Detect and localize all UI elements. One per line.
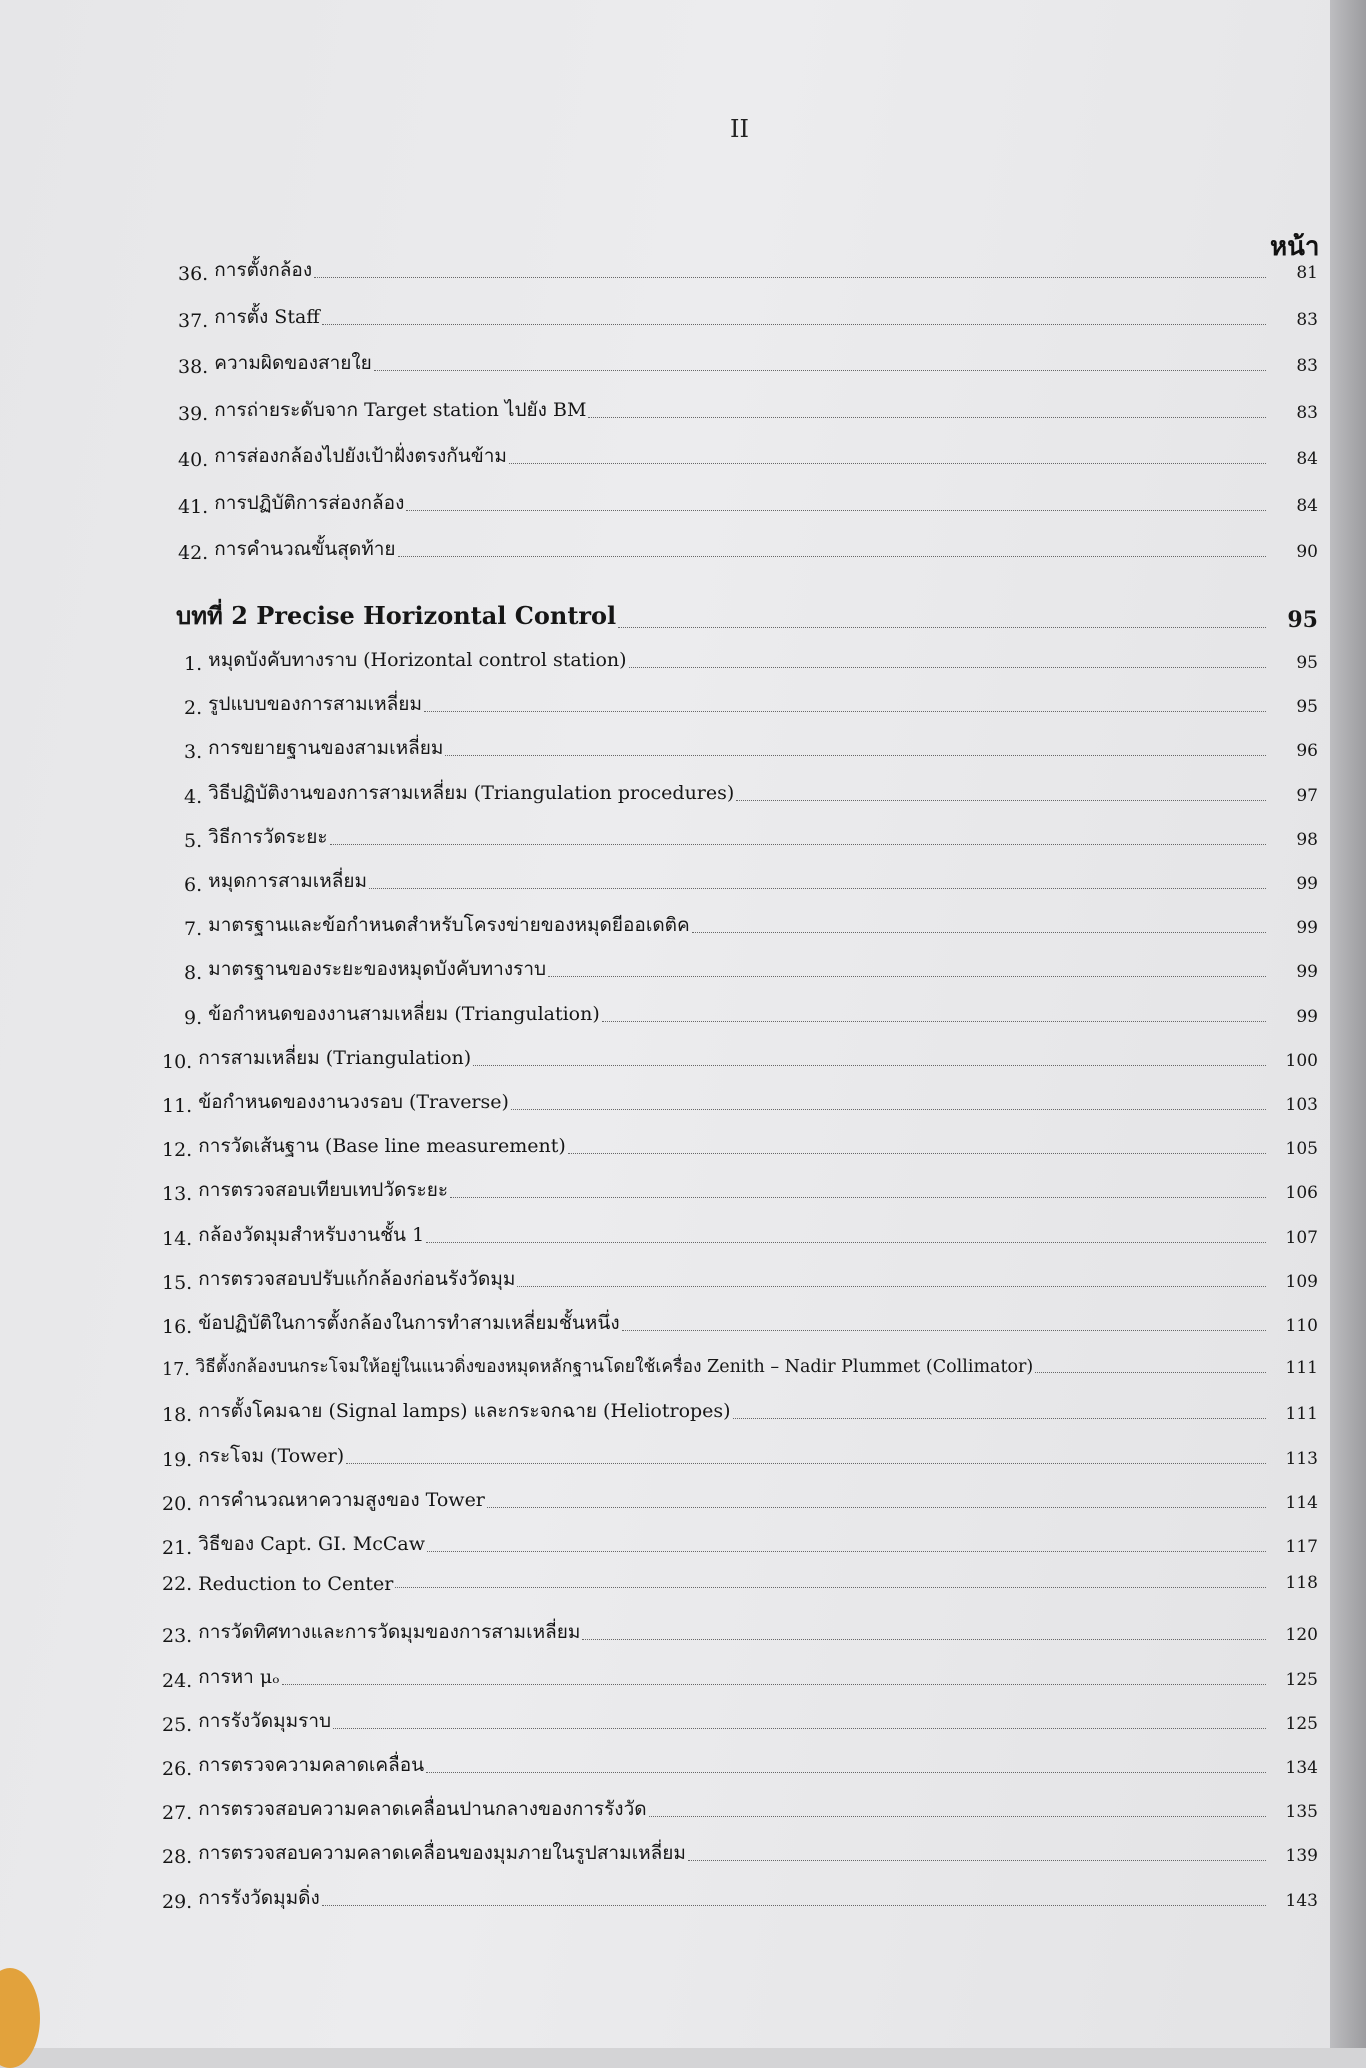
entry-title: กระโจม (Tower)	[198, 1444, 345, 1467]
toc-entry	[178, 441, 1318, 471]
dot-leader	[330, 844, 1266, 845]
chapter-title: บทที่ 2 Precise Horizontal Control	[176, 601, 617, 630]
entry-number: 4.	[184, 785, 209, 808]
entry-title: ข้อปฏิบัติในการตั้งกล้องในการทำสามเหลี่ยมชั้นหนึ่ง	[198, 1312, 620, 1334]
dot-leader	[618, 627, 1266, 628]
toc-entry	[162, 1794, 1318, 1824]
entry-number: 39.	[178, 402, 215, 425]
toc-entry	[184, 733, 1318, 763]
toc-entry	[178, 348, 1318, 378]
entry-page: 84	[1296, 495, 1318, 516]
dot-leader	[427, 1551, 1266, 1552]
entry-number: 13.	[162, 1183, 199, 1206]
dot-leader	[692, 932, 1266, 933]
entry-page: 111	[1285, 1404, 1318, 1425]
entry-number: 17.	[162, 1360, 196, 1381]
entry-title: การสามเหลี่ยม (Triangulation)	[198, 1046, 472, 1069]
entry-number: 26.	[162, 1758, 199, 1780]
entry-number: 27.	[162, 1802, 199, 1825]
entry-number: 11.	[162, 1095, 199, 1117]
entry-title: กล้องวัดมุมสำหรับงานชั้น 1	[198, 1223, 425, 1246]
entry-title: การตรวจสอบเทียบเทปวัดระยะ	[198, 1179, 449, 1202]
entry-number: 2.	[184, 697, 209, 720]
entry-title: การรังวัดมุมดิ่ง	[198, 1886, 320, 1909]
entry-title: มาตรฐานและข้อกำหนดสำหรับโครงข่ายของหมุดยีออเดติค	[208, 914, 690, 937]
dot-leader	[314, 277, 1266, 278]
dot-leader	[473, 1065, 1266, 1066]
entry-page: 109	[1285, 1271, 1318, 1292]
entry-title: หมุดการสามเหลี่ยม	[208, 870, 368, 892]
dot-leader	[548, 976, 1266, 977]
toc-entry	[162, 1175, 1318, 1205]
entry-page: 106	[1285, 1183, 1318, 1204]
toc-entry	[162, 1396, 1318, 1426]
entry-title: การส่องกล้องไปยังเป้าฝั่งตรงกันข้าม	[214, 445, 507, 467]
entry-page: 113	[1285, 1448, 1318, 1469]
entry-number: 7.	[184, 918, 209, 941]
entry-number: 1.	[184, 653, 209, 675]
dot-leader	[369, 888, 1266, 889]
dot-leader	[688, 1860, 1266, 1861]
entry-page: 134	[1285, 1758, 1318, 1778]
entry-page: 117	[1285, 1537, 1318, 1557]
toc-entry	[162, 1485, 1318, 1515]
entry-title: Reduction to Center	[198, 1573, 394, 1596]
entry-page: 125	[1285, 1669, 1318, 1690]
entry-page: 139	[1285, 1846, 1318, 1867]
entry-title: วิธีตั้งกล้องบนกระโจมให้อยู่ในแนวดิ่งของหมุดหลักฐานโดยใช้เครื่อง Zenith – Nadir Plummet (Collimator)	[195, 1357, 1034, 1378]
entry-page: 83	[1296, 309, 1318, 330]
entry-title: การตรวจสอบปรับแก้กล้องก่อนรังวัดมุม	[198, 1267, 516, 1290]
dot-leader	[582, 1639, 1266, 1640]
toc-entry	[162, 1131, 1318, 1161]
entry-page: 107	[1285, 1227, 1318, 1248]
dot-leader	[629, 667, 1266, 668]
entry-page: 114	[1285, 1492, 1318, 1513]
entry-page: 96	[1296, 741, 1318, 762]
toc-entry	[178, 534, 1318, 564]
toc-entry	[184, 866, 1318, 896]
entry-number: 8.	[184, 962, 209, 985]
toc-entry	[184, 645, 1318, 675]
entry-page: 105	[1285, 1139, 1318, 1160]
entry-title: ความผิดของสายใย	[214, 352, 372, 374]
toc-entry	[162, 1308, 1318, 1338]
page-number: II	[730, 115, 749, 143]
entry-title: การตรวจความคลาดเคลื่อน	[198, 1754, 425, 1776]
dot-leader	[1035, 1372, 1266, 1373]
entry-number: 40.	[178, 449, 215, 471]
toc-entry	[162, 1043, 1318, 1073]
toc-entry	[162, 1662, 1318, 1692]
dot-leader	[282, 1684, 1266, 1685]
page-edge	[1330, 0, 1366, 2048]
toc-entry	[178, 488, 1318, 518]
entry-title: การปฏิบัติการส่องกล้อง	[214, 491, 405, 514]
entry-title: การตั้งกล้อง	[214, 259, 313, 281]
entry-page: 103	[1285, 1095, 1318, 1115]
entry-page: 95	[1296, 653, 1318, 673]
entry-title: การขยายฐานของสามเหลี่ยม	[208, 737, 444, 760]
toc-entry	[162, 1750, 1318, 1780]
entry-page: 118	[1285, 1573, 1318, 1594]
entry-page: 99	[1296, 874, 1318, 894]
entry-number: 14.	[162, 1227, 199, 1250]
toc-entry	[184, 778, 1318, 808]
entry-title: รูปแบบของการสามเหลี่ยม	[208, 693, 422, 716]
entry-page: 95	[1296, 697, 1318, 718]
toc-entry	[162, 1706, 1318, 1736]
entry-number: 24.	[162, 1669, 199, 1692]
entry-number: 15.	[162, 1271, 199, 1294]
entry-number: 12.	[162, 1139, 199, 1162]
entry-number: 37.	[178, 309, 215, 332]
entry-number: 18.	[162, 1404, 199, 1427]
entry-number: 41.	[178, 495, 215, 518]
toc-entry	[178, 395, 1318, 425]
entry-page: 135	[1285, 1802, 1318, 1823]
entry-page: 100	[1285, 1050, 1318, 1071]
entry-number: 29.	[162, 1890, 199, 1913]
entry-number: 25.	[162, 1713, 199, 1736]
dot-leader	[588, 417, 1266, 418]
toc-entry	[184, 689, 1318, 719]
entry-page: 90	[1296, 542, 1318, 562]
entry-number: 3.	[184, 741, 209, 764]
toc-entry	[162, 1573, 1318, 1595]
entry-title: การตั้งโคมฉาย (Signal lamps) และกระจกฉาย (Heliotropes)	[198, 1400, 731, 1423]
toc-entry	[184, 822, 1318, 852]
entry-title: ข้อกำหนดของงานสามเหลี่ยม (Triangulation)	[208, 1002, 600, 1025]
entry-number: 5.	[184, 829, 209, 852]
chapter-heading	[176, 596, 1318, 635]
entry-number: 9.	[184, 1006, 209, 1029]
toc-entry	[162, 1087, 1318, 1117]
entry-number: 38.	[178, 356, 215, 378]
toc-entry	[162, 1441, 1318, 1471]
toc-entry	[184, 910, 1318, 940]
entry-title: การวัดเส้นฐาน (Base line measurement)	[198, 1135, 566, 1158]
entry-page: 98	[1296, 829, 1318, 850]
entry-title: การหา μₒ	[198, 1665, 280, 1688]
dot-leader	[426, 1242, 1266, 1243]
dot-leader	[322, 1905, 1266, 1906]
toc-entry	[184, 999, 1318, 1029]
entry-number: 42.	[178, 542, 215, 564]
entry-title: การคำนวณขั้นสุดท้าย	[214, 538, 396, 560]
entry-number: 10.	[162, 1050, 199, 1073]
entry-title: การตั้ง Staff	[214, 305, 320, 328]
dot-leader	[374, 370, 1266, 371]
entry-page: 99	[1296, 962, 1318, 983]
dot-leader	[406, 510, 1266, 511]
entry-title: หมุดบังคับทางราบ (Horizontal control station)	[208, 649, 627, 671]
dot-leader	[733, 1418, 1266, 1419]
entry-title: มาตรฐานของระยะของหมุดบังคับทางราบ	[208, 958, 547, 981]
dot-leader	[649, 1816, 1266, 1817]
entry-page: 99	[1296, 918, 1318, 939]
entry-page: 120	[1285, 1625, 1318, 1646]
toc-entry	[162, 1838, 1318, 1868]
entry-number: 20.	[162, 1492, 199, 1515]
toc-entry	[178, 302, 1318, 332]
dot-leader	[346, 1463, 1266, 1464]
dot-leader	[398, 556, 1266, 557]
toc-entry	[162, 1883, 1318, 1913]
entry-title: ข้อกำหนดของงานวงรอบ (Traverse)	[198, 1091, 509, 1113]
dot-leader	[424, 711, 1266, 712]
entry-page: 110	[1285, 1316, 1318, 1336]
entry-number: 16.	[162, 1316, 199, 1338]
entry-page: 97	[1296, 785, 1318, 806]
entry-number: 28.	[162, 1846, 199, 1869]
dot-leader	[602, 1021, 1266, 1022]
page-column-heading: หน้า	[1270, 232, 1320, 262]
entry-page: 81	[1296, 263, 1318, 283]
dot-leader	[736, 800, 1266, 801]
dot-leader	[517, 1286, 1266, 1287]
dot-leader	[395, 1587, 1266, 1588]
dot-leader	[511, 1109, 1266, 1110]
entry-number: 22.	[162, 1573, 199, 1596]
entry-page: 143	[1285, 1890, 1318, 1911]
entry-number: 23.	[162, 1625, 199, 1648]
entry-title: การคำนวณหาความสูงของ Tower	[198, 1488, 485, 1511]
entry-title: วิธีการวัดระยะ	[208, 825, 328, 848]
toc-entry	[162, 1529, 1318, 1559]
entry-title: การวัดทิศทางและการวัดมุมของการสามเหลี่ยม	[198, 1621, 581, 1644]
dot-leader	[509, 463, 1266, 464]
toc-entry	[162, 1220, 1318, 1250]
entry-title: การตรวจสอบความคลาดเคลื่อนของมุมภายในรูปสามเหลี่ยม	[198, 1842, 686, 1865]
entry-page: 125	[1285, 1713, 1318, 1734]
dot-leader	[333, 1728, 1266, 1729]
toc-entry	[184, 954, 1318, 984]
toc-entry	[162, 1352, 1318, 1380]
dot-leader	[322, 324, 1266, 325]
toc-entry	[162, 1264, 1318, 1294]
toc-entry	[162, 1617, 1318, 1647]
entry-number: 6.	[184, 874, 209, 896]
entry-page: 83	[1296, 402, 1318, 423]
entry-title: การตรวจสอบความคลาดเคลื่อนปานกลางของการรังวัด	[198, 1798, 647, 1821]
dot-leader	[568, 1153, 1266, 1154]
dot-leader	[487, 1507, 1266, 1508]
entry-number: 19.	[162, 1448, 199, 1471]
entry-title: การรังวัดมุมราบ	[198, 1709, 332, 1732]
dot-leader	[426, 1772, 1266, 1773]
entry-title: การถ่ายระดับจาก Target station ไปยัง BM	[214, 398, 587, 421]
dot-leader	[450, 1197, 1266, 1198]
entry-page: 83	[1296, 356, 1318, 376]
toc-entry	[178, 255, 1318, 285]
dot-leader	[445, 755, 1266, 756]
entry-page: 99	[1296, 1006, 1318, 1027]
entry-title: วิธีของ Capt. GI. McCaw	[198, 1533, 425, 1555]
entry-page: 84	[1296, 449, 1318, 469]
entry-number: 36.	[178, 263, 215, 285]
entry-title: วิธีปฏิบัติงานของการสามเหลี่ยม (Triangulation procedures)	[208, 781, 735, 804]
dot-leader	[622, 1330, 1266, 1331]
entry-page: 95	[1287, 607, 1318, 633]
entry-page: 111	[1285, 1358, 1318, 1379]
entry-number: 21.	[162, 1537, 199, 1559]
